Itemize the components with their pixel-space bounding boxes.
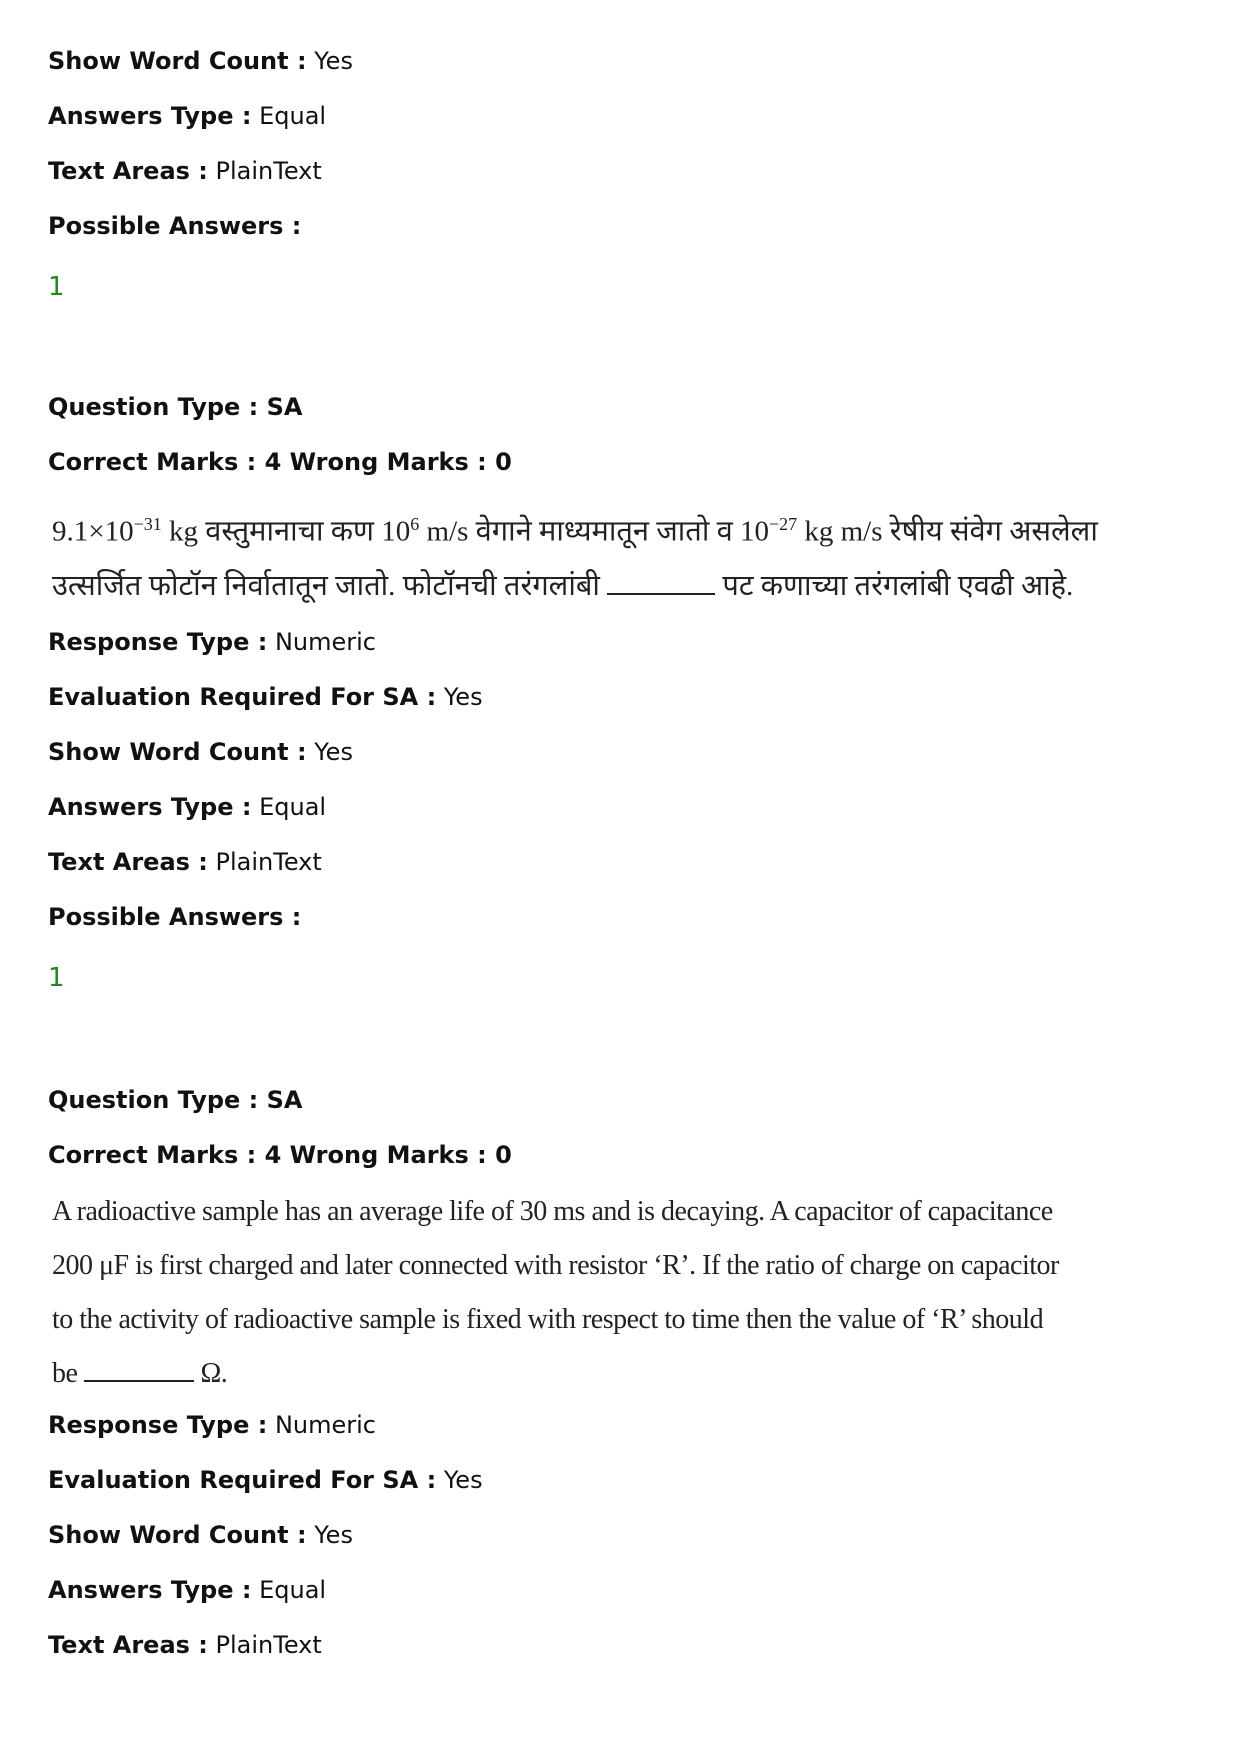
question-text-part: उत्सर्जित फोटॉन निर्वातातून जातो. फोटॉनची तरंगलांबी xyxy=(52,569,608,602)
field-label: Answers Type : xyxy=(48,793,252,821)
question-type-label: Question Type : SA xyxy=(48,1086,303,1114)
field-label: Text Areas : xyxy=(48,848,208,876)
field-label: Response Type : xyxy=(48,1411,268,1439)
field-value: Equal xyxy=(259,102,327,130)
field-label: Response Type : xyxy=(48,628,268,656)
field-label: Show Word Count : xyxy=(48,738,307,766)
question-type-label: Question Type : SA xyxy=(48,393,303,421)
field-value: PlainText xyxy=(215,1631,322,1659)
question-line: to the activity of radioactive sample is fixed with respect to time then the value of ‘R’ should xyxy=(52,1304,1044,1335)
answers-type-row xyxy=(48,101,326,131)
field-label: Possible Answers : xyxy=(48,212,302,240)
field-label: Text Areas : xyxy=(48,1631,208,1659)
answers-type-row xyxy=(48,792,326,822)
marks-heading xyxy=(48,1140,512,1170)
question-text-part: पट कणाच्या तरंगलांबी एवढी आहे. xyxy=(715,569,1074,602)
text-areas-row xyxy=(48,156,322,186)
question-line: A radioactive sample has an average life of 30 ms and is decaying. A capacitor of capacitance xyxy=(52,1196,1053,1227)
possible-answers-row xyxy=(48,211,301,241)
question-text-image-marathi xyxy=(52,497,1098,613)
question-text-part: m/s वेगाने माध्यमातून जातो व 10 xyxy=(419,515,769,548)
question-text-part: 9.1×10 xyxy=(52,515,134,548)
field-value: Equal xyxy=(259,1576,327,1604)
field-value: PlainText xyxy=(215,848,322,876)
field-value: Numeric xyxy=(274,1411,376,1439)
answer-blank xyxy=(607,569,715,595)
field-label: Possible Answers : xyxy=(48,903,302,931)
field-value: Yes xyxy=(314,738,353,766)
field-value: Yes xyxy=(314,47,353,75)
field-label: Text Areas : xyxy=(48,157,208,185)
field-label: Show Word Count : xyxy=(48,47,307,75)
marks-heading xyxy=(48,447,512,477)
question-text-image-english xyxy=(52,1185,1059,1401)
show-word-count-row xyxy=(48,46,353,76)
text-areas-row xyxy=(48,847,322,877)
field-value: Equal xyxy=(259,793,327,821)
text-areas-row xyxy=(48,1630,322,1660)
possible-answer-value: 1 xyxy=(48,963,65,993)
response-type-row xyxy=(48,627,376,657)
field-value: Yes xyxy=(443,683,483,711)
question-line xyxy=(52,559,1074,613)
question-text-part: kg m/s रेषीय संवेग असलेला xyxy=(797,515,1098,548)
field-value: Numeric xyxy=(274,628,376,656)
answers-type-row xyxy=(48,1575,326,1605)
field-value: PlainText xyxy=(215,157,322,185)
question-text-part: kg वस्तुमानाचा कण 10 xyxy=(161,515,411,548)
field-value: Yes xyxy=(443,1466,483,1494)
question-line xyxy=(52,1347,952,1401)
exponent: −31 xyxy=(133,514,162,534)
question-line xyxy=(52,497,1098,559)
question-text-part: Ω. xyxy=(193,1358,228,1389)
show-word-count-row xyxy=(48,1520,353,1550)
question-type-heading xyxy=(48,1085,302,1115)
evaluation-required-row xyxy=(48,1465,483,1495)
evaluation-required-row xyxy=(48,682,483,712)
answer-blank xyxy=(84,1356,194,1382)
question-line: 200 μF is first charged and later connected with resistor ‘R’. If the ratio of charge on capacitor xyxy=(52,1250,1059,1281)
field-label: Evaluation Required For SA : xyxy=(48,683,437,711)
exponent: 6 xyxy=(410,514,420,534)
possible-answers-row xyxy=(48,902,301,932)
marks-label: Correct Marks : 4 Wrong Marks : 0 xyxy=(48,448,512,476)
marks-label: Correct Marks : 4 Wrong Marks : 0 xyxy=(48,1141,512,1169)
show-word-count-row xyxy=(48,737,353,767)
question-type-heading xyxy=(48,392,302,422)
response-type-row xyxy=(48,1410,376,1440)
exponent: −27 xyxy=(768,514,798,534)
field-value: Yes xyxy=(314,1521,353,1549)
field-label: Show Word Count : xyxy=(48,1521,307,1549)
question-text-part: be xyxy=(52,1358,84,1389)
field-label: Answers Type : xyxy=(48,102,252,130)
possible-answer-value: 1 xyxy=(48,272,65,302)
field-label: Answers Type : xyxy=(48,1576,252,1604)
field-label: Evaluation Required For SA : xyxy=(48,1466,437,1494)
